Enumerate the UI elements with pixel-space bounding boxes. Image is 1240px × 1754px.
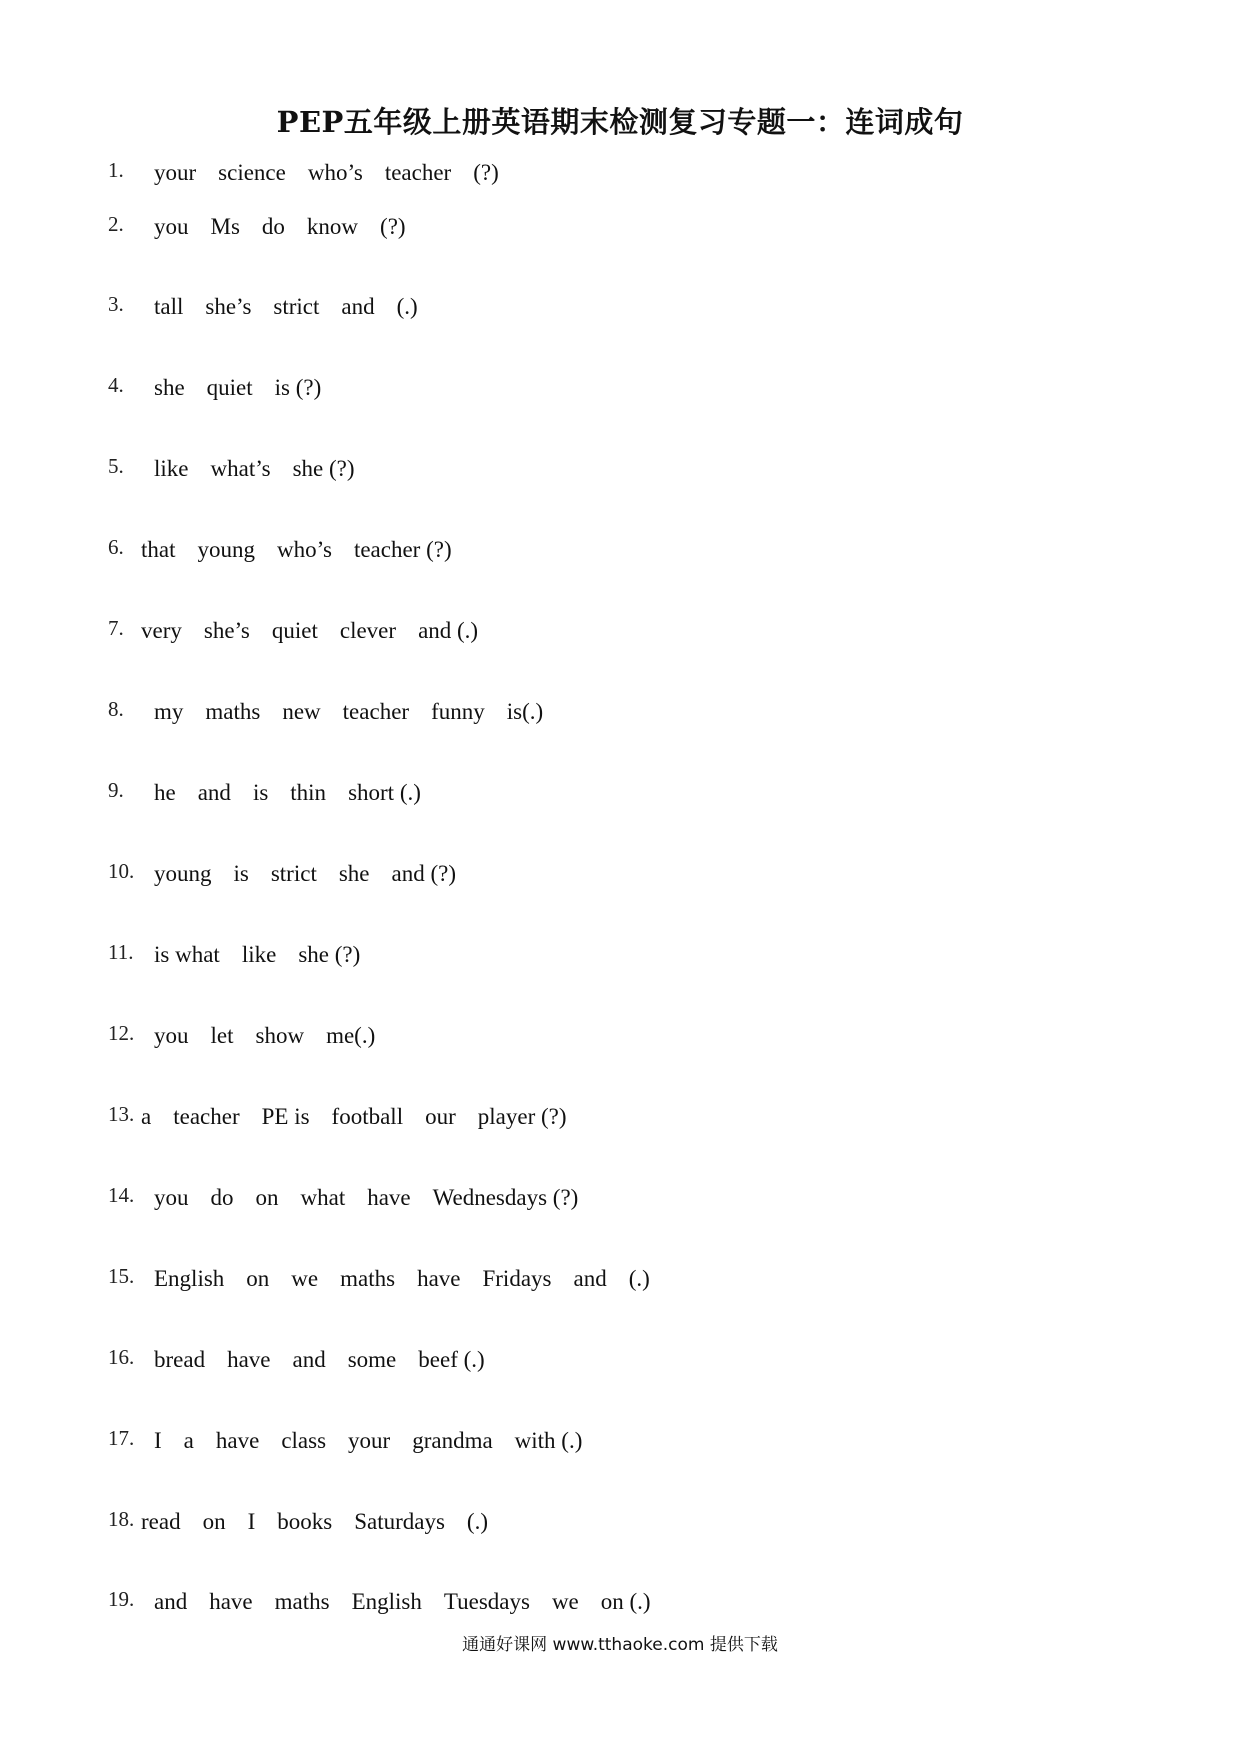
question-words bbox=[154, 160, 499, 186]
scrambled-word: on (.) bbox=[600, 1589, 651, 1614]
question-words bbox=[154, 1023, 375, 1049]
scrambled-word: teacher (?) bbox=[353, 537, 452, 562]
question-number: 2. bbox=[108, 212, 124, 236]
question-words bbox=[154, 699, 543, 725]
scrambled-word: football bbox=[331, 1104, 404, 1129]
scrambled-word: like bbox=[241, 942, 277, 967]
scrambled-word: Ms bbox=[210, 214, 240, 239]
scrambled-word: do bbox=[261, 214, 285, 239]
scrambled-word: she’s bbox=[205, 294, 252, 319]
question-words bbox=[141, 537, 452, 563]
scrambled-word: your bbox=[154, 160, 197, 185]
question-number: 8. bbox=[108, 697, 124, 721]
question-words bbox=[154, 456, 355, 482]
scrambled-word: strict bbox=[273, 294, 320, 319]
scrambled-word: teacher bbox=[342, 699, 410, 724]
scrambled-word: she’s bbox=[203, 618, 250, 643]
scrambled-word: on bbox=[255, 1185, 279, 1210]
scrambled-word: short (.) bbox=[348, 780, 421, 805]
scrambled-word: we bbox=[551, 1589, 579, 1614]
scrambled-word: (.) bbox=[628, 1266, 650, 1291]
question-number: 10. bbox=[108, 859, 135, 883]
scrambled-word: and (?) bbox=[391, 861, 457, 886]
scrambled-word: that bbox=[141, 537, 176, 562]
scrambled-word: my bbox=[154, 699, 184, 724]
scrambled-word: you bbox=[154, 214, 189, 239]
question-number: 19. bbox=[108, 1587, 135, 1611]
question-number: 15. bbox=[108, 1264, 135, 1288]
question-words bbox=[154, 214, 406, 240]
question-number: 11. bbox=[108, 940, 134, 964]
scrambled-word: (.) bbox=[396, 294, 418, 319]
question-words bbox=[141, 618, 478, 644]
scrambled-word: PE is bbox=[261, 1104, 310, 1129]
scrambled-word: some bbox=[347, 1347, 397, 1372]
page-title: PEP五年级上册英语期末检测复习专题一：连词成句 bbox=[276, 105, 964, 139]
scrambled-word: do bbox=[210, 1185, 234, 1210]
scrambled-word: and bbox=[154, 1589, 188, 1614]
question-number: 6. bbox=[108, 535, 124, 559]
scrambled-word: who’s bbox=[307, 160, 363, 185]
scrambled-word: tall bbox=[154, 294, 184, 319]
question-words bbox=[154, 375, 321, 401]
scrambled-word: and bbox=[341, 294, 375, 319]
question-number: 13. bbox=[108, 1102, 135, 1126]
scrambled-word: beef (.) bbox=[418, 1347, 485, 1372]
scrambled-word: and bbox=[197, 780, 231, 805]
scrambled-word: she bbox=[338, 861, 370, 886]
question-number: 7. bbox=[108, 616, 124, 640]
scrambled-word: teacher bbox=[384, 160, 452, 185]
scrambled-word: like bbox=[154, 456, 189, 481]
scrambled-word: on bbox=[246, 1266, 270, 1291]
question-number: 18. bbox=[108, 1507, 135, 1531]
scrambled-word: and bbox=[292, 1347, 326, 1372]
scrambled-word: English bbox=[351, 1589, 422, 1614]
scrambled-word: Fridays bbox=[482, 1266, 552, 1291]
question-words bbox=[141, 1104, 567, 1130]
question-words bbox=[154, 861, 456, 887]
scrambled-word: maths bbox=[340, 1266, 396, 1291]
scrambled-word: with (.) bbox=[514, 1428, 583, 1453]
scrambled-word: she (?) bbox=[298, 942, 361, 967]
scrambled-word: what bbox=[300, 1185, 346, 1210]
question-words bbox=[154, 294, 418, 320]
question-words bbox=[154, 1347, 485, 1373]
question-words bbox=[154, 1266, 650, 1292]
scrambled-word: funny bbox=[431, 699, 485, 724]
scrambled-word: (.) bbox=[466, 1509, 488, 1534]
scrambled-word: she (?) bbox=[292, 456, 355, 481]
scrambled-word: clever bbox=[339, 618, 397, 643]
scrambled-word: quiet bbox=[206, 375, 253, 400]
scrambled-word: strict bbox=[270, 861, 317, 886]
scrambled-word: our bbox=[425, 1104, 456, 1129]
scrambled-word: young bbox=[197, 537, 255, 562]
scrambled-word: is what bbox=[154, 942, 220, 967]
scrambled-word: is bbox=[252, 780, 269, 805]
question-number: 14. bbox=[108, 1183, 135, 1207]
scrambled-word: have bbox=[227, 1347, 271, 1372]
scrambled-word: I bbox=[154, 1428, 162, 1453]
question-number: 12. bbox=[108, 1021, 135, 1045]
scrambled-word: class bbox=[281, 1428, 327, 1453]
question-number: 16. bbox=[108, 1345, 135, 1369]
scrambled-word: new bbox=[282, 699, 321, 724]
scrambled-word: Tuesdays bbox=[443, 1589, 530, 1614]
scrambled-word: maths bbox=[205, 699, 261, 724]
scrambled-word: teacher bbox=[173, 1104, 240, 1129]
scrambled-word: grandma bbox=[412, 1428, 493, 1453]
scrambled-word: I bbox=[247, 1509, 256, 1534]
scrambled-word: young bbox=[154, 861, 212, 886]
question-words bbox=[154, 780, 421, 806]
scrambled-word: bread bbox=[154, 1347, 206, 1372]
question-number: 9. bbox=[108, 778, 124, 802]
question-words bbox=[154, 1428, 582, 1454]
question-words bbox=[154, 1185, 578, 1211]
scrambled-word: have bbox=[367, 1185, 411, 1210]
scrambled-word: have bbox=[417, 1266, 461, 1291]
scrambled-word: and (.) bbox=[418, 618, 479, 643]
scrambled-word: on bbox=[202, 1509, 226, 1534]
scrambled-word: me(.) bbox=[326, 1023, 376, 1048]
scrambled-word: a bbox=[141, 1104, 152, 1129]
scrambled-word: (?) bbox=[473, 160, 499, 185]
question-number: 3. bbox=[108, 292, 124, 316]
footer-watermark: 通通好课网 www.tthaoke.com 提供下载 bbox=[462, 1635, 778, 1655]
scrambled-word: science bbox=[218, 160, 286, 185]
question-number: 17. bbox=[108, 1426, 135, 1450]
scrambled-word: she bbox=[154, 375, 185, 400]
scrambled-word: your bbox=[348, 1428, 391, 1453]
scrambled-word: who’s bbox=[277, 537, 332, 562]
scrambled-word: is bbox=[233, 861, 249, 886]
question-words bbox=[154, 1589, 651, 1615]
question-words bbox=[141, 1509, 488, 1535]
question-words bbox=[154, 942, 360, 968]
scrambled-word: is(.) bbox=[506, 699, 544, 724]
scrambled-word: a bbox=[183, 1428, 194, 1453]
scrambled-word: player (?) bbox=[477, 1104, 567, 1129]
question-number: 5. bbox=[108, 454, 124, 478]
scrambled-word: and bbox=[573, 1266, 607, 1291]
scrambled-word: thin bbox=[290, 780, 327, 805]
scrambled-word: Saturdays bbox=[354, 1509, 445, 1534]
scrambled-word: read bbox=[141, 1509, 181, 1534]
scrambled-word: English bbox=[154, 1266, 225, 1291]
scrambled-word: quiet bbox=[271, 618, 318, 643]
scrambled-word: very bbox=[141, 618, 182, 643]
question-number: 1. bbox=[108, 158, 124, 182]
scrambled-word: maths bbox=[274, 1589, 330, 1614]
scrambled-word: is (?) bbox=[274, 375, 322, 400]
scrambled-word: (?) bbox=[380, 214, 406, 239]
scrambled-word: Wednesdays (?) bbox=[432, 1185, 579, 1210]
scrambled-word: have bbox=[215, 1428, 260, 1453]
scrambled-word: you bbox=[154, 1023, 189, 1048]
scrambled-word: what’s bbox=[210, 456, 271, 481]
scrambled-word: he bbox=[154, 780, 176, 805]
scrambled-word: show bbox=[255, 1023, 305, 1048]
scrambled-word: let bbox=[210, 1023, 234, 1048]
scrambled-word: know bbox=[306, 214, 359, 239]
scrambled-word: you bbox=[154, 1185, 189, 1210]
scrambled-word: we bbox=[291, 1266, 319, 1291]
scrambled-word: have bbox=[209, 1589, 253, 1614]
question-number: 4. bbox=[108, 373, 124, 397]
scrambled-word: books bbox=[277, 1509, 333, 1534]
